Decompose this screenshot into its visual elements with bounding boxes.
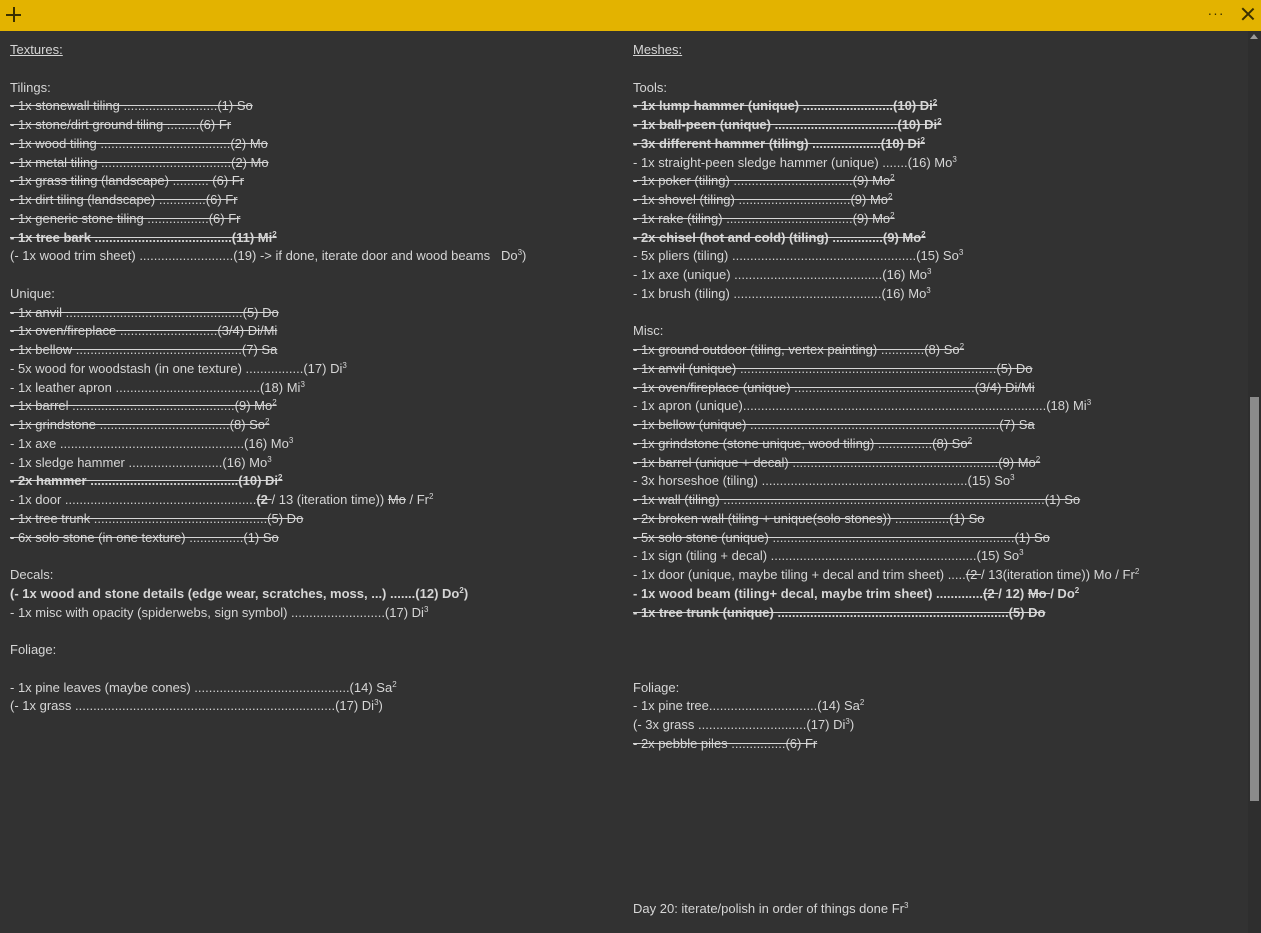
blank-line [633,60,1233,79]
vertical-scrollbar[interactable] [1248,31,1261,933]
list-item-text: - 1x pine leaves (maybe cones) ...........................................(14) Sa [10,679,393,695]
list-item-sup: 2 [932,98,938,108]
list-item-text: - 1x grass tiling (landscape) .......... (6) Fr [10,173,245,189]
list-item-text: - 1x bellow (unique) .....................................................................(7) Sa [633,417,1035,432]
list-item [10,210,610,229]
list-item-sup: 3 [374,698,379,708]
list-item-text: (- 1x grass ........................................................................(17) Di [10,698,375,714]
list-item-content [633,192,892,207]
list-item-sup: 3 [1086,398,1092,408]
list-item-text: - 1x tree trunk ................................................(5) Do [10,510,304,526]
list-item-content [633,680,679,695]
list-item-content [10,567,53,582]
list-item [633,135,1233,154]
list-item-content [10,42,63,57]
plus-icon[interactable] [4,4,24,24]
list-item-text: Tools: [633,79,667,95]
list-item-content [10,698,383,713]
list-item-content [10,155,269,170]
list-item-content [633,361,1033,376]
footer-sup: 3 [903,901,909,910]
list-item-text: Meshes: [633,42,683,57]
list-item-content [10,248,526,263]
blank-line [633,641,1233,660]
list-item-sup: 2 [920,135,925,145]
list-item-text: - 1x tree trunk (unique) ................................................................(5) Do [633,604,1046,620]
list-item-content [633,42,682,57]
list-item-text: - 1x pine tree..............................(14) Sa [633,698,860,714]
list-item-text: Foliage: [10,642,57,657]
beam-right-sup: 2 [1074,585,1080,595]
list-item-content [633,698,864,713]
list-item-content [633,548,1024,563]
list-item [633,697,1233,716]
door-right-struck: (2 [965,567,981,582]
list-item [10,529,610,548]
list-item [10,491,610,510]
list-item-text: (- 1x wood and stone details (edge wear, scratches, moss, ...) .......(12) Do [10,585,460,601]
list-item-sup: 3 [288,435,294,445]
list-item [633,716,1233,735]
list-item [10,697,610,716]
list-item [633,41,1233,60]
list-item-content [10,80,51,95]
list-item [10,79,610,98]
list-item-text: - 1x stone/dirt ground tiling .........(6) Fr [10,117,232,132]
list-item [10,116,610,135]
list-item [10,379,610,398]
list-item-text: - 5x pliers (tiling) ...................................................(15) So [633,248,959,264]
meshes-column[interactable] [633,41,1233,754]
list-item-text: - 1x bellow ..............................................(7) Sa [10,342,278,357]
list-item [10,472,610,491]
list-item-text: - 1x grindstone ....................................(8) So [10,417,266,432]
list-item-sup: 3 [952,154,957,164]
list-item-content [633,136,925,151]
list-item [10,679,610,698]
title-bar [0,0,1261,31]
list-item-text: - 1x ground outdoor (tiling, vertex painting) ............(8) So [633,342,960,357]
list-item-sup: 3 [342,360,347,370]
list-item [633,566,1233,585]
list-item [633,416,1233,435]
list-item-sup: 3 [927,267,932,276]
list-item-content [10,117,231,132]
list-item-content [633,492,1080,507]
list-item-text: - 1x anvil .................................................(5) Do [10,304,279,320]
list-item-text: - 1x straight-peen sledge hammer (unique) .......(16) Mo [633,154,953,170]
list-item-content [633,173,895,188]
list-item [10,341,610,360]
beam-right-rest: / 12) [998,585,1028,601]
list-item-sup: 2 [967,435,973,445]
list-item [10,322,610,341]
list-item-content [10,473,282,488]
list-item-content [633,80,667,95]
list-item [633,360,1233,379]
list-item [633,116,1233,135]
list-item [10,641,610,660]
list-item [633,191,1233,210]
list-item-sup: 3 [958,248,964,258]
list-item [10,585,610,604]
list-item-text: - 1x dirt tiling (landscape) .............(6) Fr [10,192,238,207]
list-item-sup: 3 [300,379,305,389]
list-item-sup: 3 [926,285,931,295]
list-item [633,397,1233,416]
list-item [10,172,610,191]
list-item [10,435,610,454]
scroll-thumb[interactable] [1250,397,1259,801]
list-item-sup: 2 [272,229,277,239]
list-item-content [633,736,817,751]
list-item-content [633,323,663,338]
list-item-content [10,642,56,657]
list-item-text: - 5x solo stone (unique) ...................................................................(1) So [633,529,1050,545]
list-item-text: (- 1x wood trim sheet) ..........................(19) -> if done, iterate door and wood beams Do [10,248,518,264]
list-item-content [10,286,55,301]
textures-column[interactable] [10,41,610,716]
list-item-content [10,380,305,395]
beam-right-struck2: Mo [1027,585,1051,601]
list-item [10,247,610,266]
list-item-text: (- 3x grass ..............................(17) Di [633,717,846,732]
list-item [633,210,1233,229]
blank-line [633,622,1233,641]
list-item [10,154,610,173]
list-item-content [10,323,277,338]
list-item-content [633,380,1035,395]
list-item-content [10,436,293,451]
more-icon[interactable]: ··· [1207,5,1225,21]
list-item-content [10,417,269,432]
list-item-content [10,136,268,151]
list-item-text: - 2x hammer .........................................(10) Di [10,473,279,489]
list-item-content [10,511,303,526]
list-item-sup: 3 [1019,548,1024,558]
list-item-content [633,398,1091,413]
list-item [633,585,1233,604]
list-item-text: - 1x ball-peen (unique) ..................................(10) Di [633,117,938,132]
list-item-content [633,473,1015,488]
list-item-text: - 1x shovel (tiling) ...............................(9) Mo [633,192,889,207]
list-item-content [633,417,1035,432]
blank-line [10,547,610,566]
list-item [10,397,610,416]
list-item-after: ) [522,248,527,264]
list-item-sup: 2 [890,173,895,183]
list-item [10,229,610,248]
blank-line [10,266,610,285]
list-item-sup: 2 [278,473,283,483]
list-item [633,285,1233,304]
list-item-content [633,586,1079,601]
door-left-struck2: Mo [387,492,406,507]
list-item-content [633,717,854,732]
list-item-text: - 2x chisel (hot and cold) (tiling) ..............(9) Mo [633,229,922,245]
list-item-content [633,342,964,357]
list-item [633,247,1233,266]
list-item-content [633,530,1050,545]
list-item-content [10,605,428,620]
list-item [10,304,610,323]
list-item-text: - 1x metal tiling ....................................(2) Mo [10,154,269,170]
list-item-content [10,455,272,470]
list-item-sup: 2 [1035,454,1041,464]
list-item-text: - 1x door ..................................................... [10,492,257,507]
list-item-text: - 1x grindstone (stone unique, wood tiling) ...............(8) So [633,435,968,451]
list-item [10,191,610,210]
list-item-sup: 2 [890,210,895,220]
list-item-content [633,155,957,170]
list-item-sup: 2 [937,117,942,126]
list-item-text: - 3x horseshoe (tiling) .........................................................(15) So [633,473,1011,489]
blank-line [10,60,610,79]
list-item-text: - 1x lump hammer (unique) .........................(10) Di [633,98,933,114]
blank-line [633,304,1233,323]
blank-line [10,660,610,679]
list-item [10,360,610,379]
list-item-content [10,192,238,207]
list-item [633,229,1233,248]
list-item-text: - 1x axe ...................................................(16) Mo [10,435,289,451]
list-item [633,547,1233,566]
list-item-text: Misc: [633,323,664,339]
list-item-after: ) [849,717,855,732]
list-item-content [10,211,240,226]
list-item-text: - 1x rake (tiling) ...................................(9) Mo [633,210,891,226]
list-item [633,379,1233,398]
list-item-content [633,230,926,245]
door-left-tail: / Fr [405,492,430,507]
list-item-text: - 2x broken wall (tiling + unique(solo stones)) ...............(1) So [633,510,985,526]
list-item-content [633,267,932,282]
list-item-text: - 1x wall (tiling) .........................................................................................(1) So [633,492,1081,507]
list-item-content [633,248,963,263]
list-item [633,604,1233,623]
beam-right-struck: (2 [983,585,999,601]
list-item-text: - 1x brush (tiling) .........................................(16) Mo [633,285,927,301]
list-item-sup: 2 [859,698,865,708]
list-item-text: - 1x door (unique, maybe tiling + decal and trim sheet) ..... [633,567,966,582]
list-item-text: - 1x apron (unique)....................................................................................(18) Mi [633,398,1087,414]
list-item-content [10,530,279,545]
list-item-text: Foliage: [633,679,680,695]
list-item [633,154,1233,173]
list-item-content [10,361,347,376]
list-item-text: - 1x axe (unique) .........................................(16) Mo [633,267,928,282]
list-item-content [633,605,1045,620]
list-item-text: Tilings: [10,79,51,95]
blank-line [10,622,610,641]
list-item-content [633,98,937,113]
list-item-sup: 2 [959,342,965,351]
list-item-sup: 2 [272,398,277,408]
list-item [633,529,1233,548]
list-item [633,679,1233,698]
list-item-text: - 1x poker (tiling) .................................(9) Mo [633,173,891,189]
list-item-sup: 2 [459,585,464,595]
list-item-sup: 3 [267,454,272,464]
list-item-text: - 1x generic stone tiling .................(6) Fr [10,210,241,226]
list-item-text: - 2x pebble piles ...............(6) Fr [633,735,818,751]
list-item [10,135,610,154]
list-item [10,416,610,435]
list-item-text: - 1x barrel (unique + decal) .........................................................(9) Mo [633,454,1036,470]
list-item [633,97,1233,116]
list-item-text: - 1x tree bark ......................................(11) Mi [10,229,273,245]
list-item [633,491,1233,510]
list-item-text: - 1x sign (tiling + decal) .........................................................(15) So [633,548,1020,564]
list-item [633,79,1233,98]
list-item-content [10,305,279,320]
list-item-sup: 2 [921,229,926,239]
door-right-rest: / 13(iteration time)) Mo / Fr [980,567,1135,582]
list-item-sup: 3 [1010,473,1015,483]
list-item-content [10,680,397,695]
list-item-sup: 3 [845,717,850,726]
scroll-up-icon[interactable] [1250,34,1258,39]
list-item-content [10,492,433,507]
list-item-text: - 6x solo stone (in one texture) ...............(1) So [10,529,279,545]
list-item-text: - 1x sledge hammer ..........................(16) Mo [10,454,268,470]
list-item [10,510,610,529]
list-item-text: - 1x leather apron ........................................(18) Mi [10,379,301,395]
list-item-text: - 1x barrel .............................................(9) Mo [10,398,273,414]
list-item-content [10,173,244,188]
list-item-text: - 5x wood for woodstash (in one texture) ................(17) Di [10,360,343,376]
list-item-content [633,117,942,132]
list-item [10,285,610,304]
list-item-content [10,398,277,413]
footer-note[interactable] [633,900,908,918]
list-item-content [10,230,277,245]
list-item-content [10,342,277,357]
list-item [633,172,1233,191]
list-item-sup: 2 [888,192,893,201]
list-item-sup: 3 [423,604,429,614]
list-item-sup: 2 [265,417,270,426]
list-item [10,41,610,60]
list-item [633,266,1233,285]
list-item-text: - 1x stonewall tiling ..........................(1) So [10,98,253,114]
list-item-content [633,211,895,226]
list-item [633,341,1233,360]
footer-text: Day 20: iterate/polish in order of things done Fr [633,901,904,916]
list-item-text: - 1x oven/fireplace ...........................(3/4) Di/Mi [10,323,278,339]
door-left-rest: / 13 (iteration time)) [271,492,388,507]
list-item-after: ) [463,585,469,601]
close-icon[interactable] [1239,5,1257,23]
door-right-sup: 2 [1134,567,1140,576]
list-item-text: Unique: [10,285,55,301]
list-item-after: ) [378,698,383,714]
list-item [633,435,1233,454]
list-item-content [633,511,985,526]
list-item-sup: 2 [392,679,397,689]
list-item-text: - 3x different hammer (tiling) ...................(10) Di [633,135,921,151]
list-item-content [633,286,931,301]
list-item-sup: 3 [517,248,523,258]
list-item-content [633,567,1139,582]
list-item-text: - 1x misc with opacity (spiderwebs, sign symbol) ..........................(17) Di [10,604,424,620]
list-item [633,472,1233,491]
list-item [10,97,610,116]
door-left-sup: 2 [429,492,434,501]
list-item-text: Decals: [10,567,54,582]
list-item-text: - 1x oven/fireplace (unique) ..................................................(3/4) Di/Mi [633,379,1035,395]
list-item-text: Textures: [10,42,63,57]
list-item [633,454,1233,473]
list-item [633,510,1233,529]
list-item [10,454,610,473]
blank-line [633,660,1233,679]
list-item [633,322,1233,341]
list-item-content [633,436,972,451]
door-left-struck: (2 [256,492,272,507]
list-item-content [633,455,1040,470]
list-item-content [10,98,253,113]
list-item-text: - 1x wood tiling ....................................(2) Mo [10,135,268,151]
list-item [633,735,1233,754]
list-item-text: - 1x anvil (unique) .......................................................................(5) Do [633,360,1033,376]
beam-right-tail: / Do [1050,585,1075,601]
list-item [10,604,610,623]
list-item-text: - 1x wood beam (tiling+ decal, maybe trim sheet) ............. [633,585,984,601]
list-item-content [10,586,468,601]
list-item [10,566,610,585]
